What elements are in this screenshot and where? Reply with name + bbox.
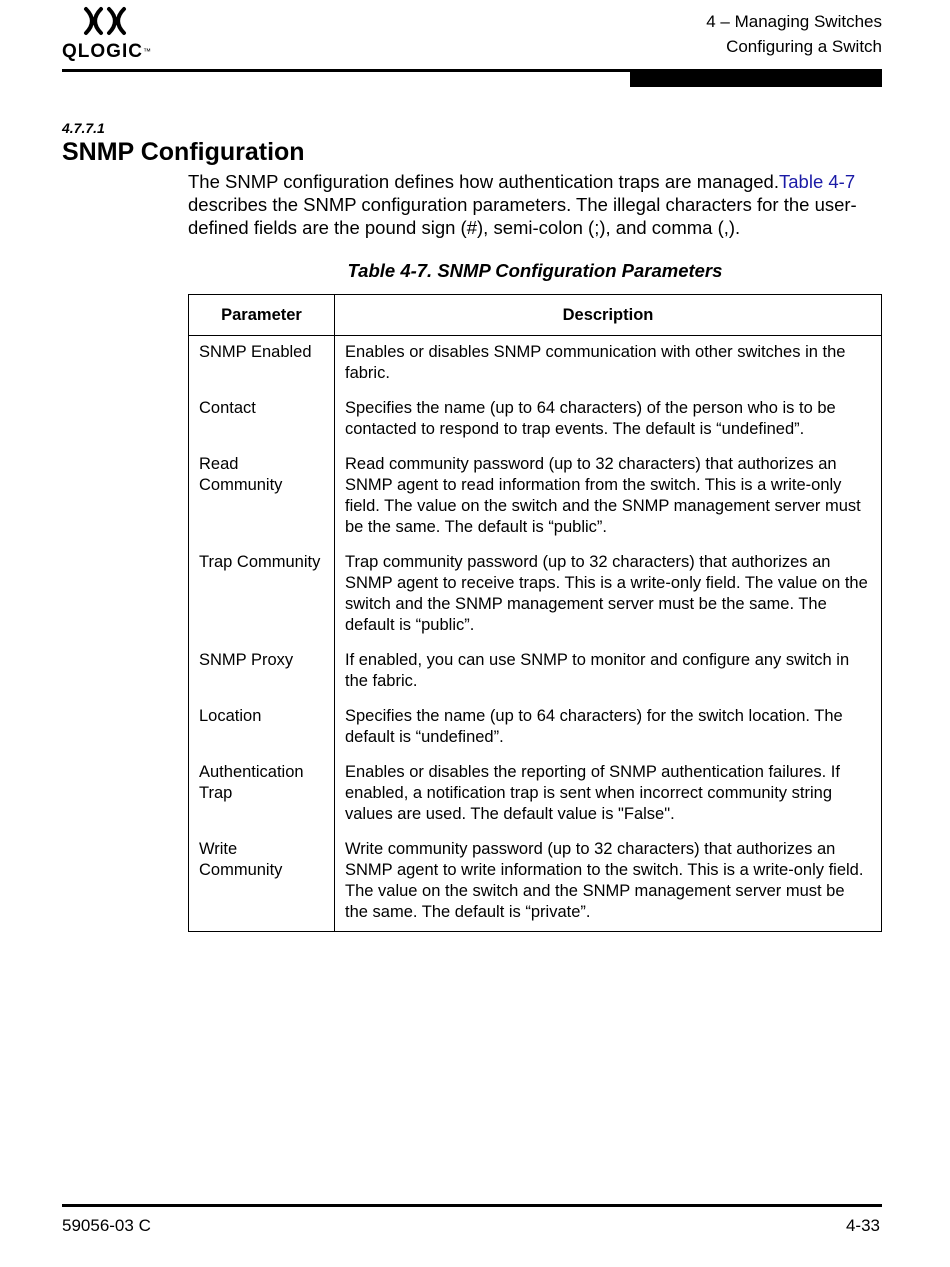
table-row bbox=[189, 650, 882, 706]
column-header-description: Description bbox=[335, 295, 882, 336]
description-cell: Read community password (up to 32 characters) that authorizes an SNMP agent to read information from the switch. This is a write-only field. The value on the switch and the SNMP management server must be the same. The default is “public”. bbox=[335, 454, 882, 552]
table-row bbox=[189, 839, 882, 932]
parameter-cell: Authentication Trap bbox=[189, 762, 335, 839]
column-header-parameter: Parameter bbox=[189, 295, 335, 336]
document-number: 59056-03 C bbox=[62, 1216, 151, 1235]
table-row bbox=[189, 552, 882, 650]
description-cell: Enables or disables the reporting of SNMP authentication failures. If enabled, a notification trap is sent when incorrect community string values are used. The default value is "False". bbox=[335, 762, 882, 839]
parameter-cell: Location bbox=[189, 706, 335, 762]
parameter-cell: Write Community bbox=[189, 839, 335, 932]
table-row bbox=[189, 336, 882, 399]
section-title: SNMP Configuration bbox=[62, 138, 305, 166]
parameter-cell: Read Community bbox=[189, 454, 335, 552]
description-cell: Trap community password (up to 32 characters) that authorizes an SNMP agent to receive traps. This is a write-only field. The value on the switch and the SNMP management server must be the same. The default is “public”. bbox=[335, 552, 882, 650]
running-header bbox=[706, 9, 882, 59]
table-row bbox=[189, 398, 882, 454]
qlogic-logo-icon bbox=[82, 6, 128, 36]
table-header-row bbox=[189, 295, 882, 336]
table-4-7-link[interactable]: Table 4-7 bbox=[779, 171, 856, 192]
intro-paragraph: The SNMP configuration defines how authentication traps are managed.Table 4-7 describes the SNMP configuration parameters. The illegal characters for the user-defined fields are the pound sign (#), semi-colon (;), and comma (,). bbox=[188, 171, 857, 238]
snmp-parameters-table bbox=[188, 294, 882, 932]
section-number: 4.7.7.1 bbox=[62, 120, 105, 136]
footer-rule bbox=[62, 1204, 882, 1207]
section-header-title: Configuring a Switch bbox=[726, 37, 882, 56]
parameter-cell: SNMP Enabled bbox=[189, 336, 335, 399]
parameter-cell: Trap Community bbox=[189, 552, 335, 650]
qlogic-logo bbox=[62, 6, 152, 60]
table-caption: Table 4-7. SNMP Configuration Parameters bbox=[347, 260, 723, 281]
logo-wordmark: QLOGIC™ bbox=[62, 41, 151, 62]
chapter-title: 4 – Managing Switches bbox=[706, 12, 882, 31]
description-cell: Write community password (up to 32 characters) that authorizes an SNMP agent to write information to the switch. This is a write-only field. The value on the switch and the SNMP management server must be the same. The default is “private”. bbox=[335, 839, 882, 932]
description-cell: Specifies the name (up to 64 characters) for the switch location. The default is “undefined”. bbox=[335, 706, 882, 762]
table-row bbox=[189, 762, 882, 839]
header-bar bbox=[630, 70, 882, 87]
description-cell: Enables or disables SNMP communication with other switches in the fabric. bbox=[335, 336, 882, 399]
description-cell: If enabled, you can use SNMP to monitor and configure any switch in the fabric. bbox=[335, 650, 882, 706]
table-row bbox=[189, 706, 882, 762]
parameter-cell: Contact bbox=[189, 398, 335, 454]
table-row bbox=[189, 454, 882, 552]
description-cell: Specifies the name (up to 64 characters) of the person who is to be contacted to respond to trap events. The default is “undefined”. bbox=[335, 398, 882, 454]
parameter-cell: SNMP Proxy bbox=[189, 650, 335, 706]
page-number: 4-33 bbox=[845, 1216, 880, 1235]
